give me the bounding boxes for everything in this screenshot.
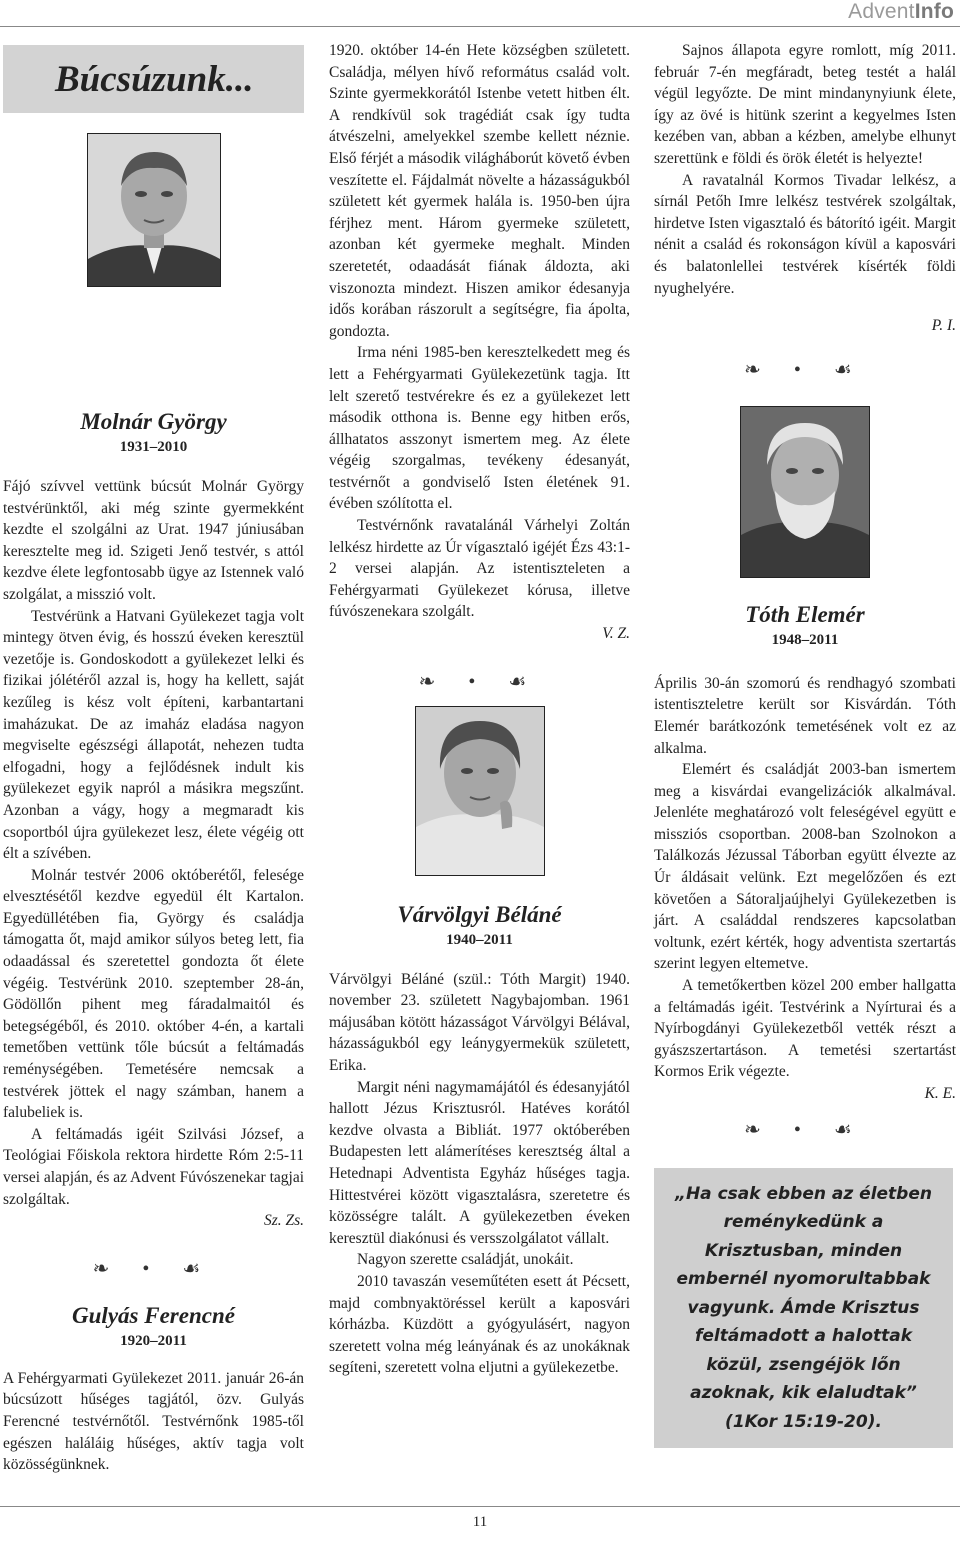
obituary-heading-molnar [3, 409, 304, 456]
obituary-heading-gulyas [3, 1303, 304, 1350]
ornament-divider: ❧ • ☙ [744, 1118, 866, 1141]
magazine-logo: AdventInfo [848, 0, 954, 23]
top-rule [0, 26, 960, 27]
page-number: 11 [472, 1514, 488, 1530]
paragraph: A ravatalnál Kormos Tivadar lelkész, a sírnál Petőh Imre lelkész testvérek szolgáltak, hirdetve Isten vigasztaló és bátorító igéit. Margit nénit a család és rokonságon kívül a kaposvári és balatonlellei testvérek kísérték földi nyughelyére. [654, 171, 956, 297]
paragraph: A Fehérgyarmati Gyülekezet 2011. január 26-án búcsúzott hűséges tagjától, özv. Gulyás Ferencné testvérnőtől. Testvérnőnk 1985-től egészen haláláig hűséges, aktív tagja volt közösségünknek. [3, 1369, 304, 1474]
portrait-photo-varvolgyi [415, 706, 545, 876]
paragraph: Testvérünk a Hatvani Gyülekezet tagja volt mintegy ötven évig, és hosszú éveken keresztül vezetője is. Gondoskodott a gyülekezet lelki és fizikai jólétéről azzal is, hogy ha kellett, saját kezűleg is kész volt építeni, karbantartani imaházukat. De az imaház eladása nagyon megviselte egészségi állapotát, nehezen tudta elfogadni, hogy a fejlődésnek indult kis gyülekezet egyik napról a másikra megszűnt. Azonban a vágy, hogy a megmaradt kis csoportból újra gyülekezet lesz, élete végéig ott élt a szívében. [3, 607, 304, 863]
paragraph: Nagyon szerette családját, unokáit. [357, 1251, 574, 1269]
author-initials: Sz. Zs. [263, 1212, 304, 1230]
paragraph: Elemért és családját 2003-ban ismertem meg a kisvárdai evangelizációk alkalmával. Jelenléte meghatározó volt feleségével együtt e missziós csoportban. 2008-ban Szolnokon a Találkozás Jézussal Táborban együtt élvezte az Úr áldásait velünk. Ezt megelőzően és ezt követően a Sátoraljaújhelyi Gyülekezetben is járt. A családdal rendszeres kapcsolatban voltunk, ezért kérték, hogy adventista szertartás szerint legyen eltemetve. [654, 761, 956, 973]
paragraph: A temetőkertben közel 200 ember hallgatta a feltámadás igéit. Testvérink a Nyírturai és a Nyírbogdányi Gyülekezetből vették részt a gyászszertartáson. A temetési szertartást Kormos Erik végezte. [654, 977, 956, 1081]
person-name: Gulyás Ferencné [72, 1302, 235, 1328]
person-name: Molnár György [80, 409, 227, 434]
paragraph: Testvérnőnk ravatalánál Várhelyi Zoltán lelkész hirdette az Úr vígasztaló igéjét Ézs 43:1-2 versei alapján. Az istentiszteleten a Fehérgyarmati Gyülekezet kórusa, illetve fúvószenekara szolgált. [329, 517, 630, 621]
paragraph: A feltámadás igéit Szilvási József, a Teológiai Főiskola rektora hirdette Róm 2:5-11 versei alapján, és az Advent Fúvószenekar tagjai szolgáltak. [3, 1125, 304, 1208]
column-1 [3, 40, 304, 1476]
person-years: 1940–2011 [446, 931, 513, 948]
paragraph: Molnár testvér 2006 októberétől, felesége elvesztésétől kezdve egyedül élt Kartalon. Egyedüllétében fia, György és családja támogatta őt, majd amikor súlyos beteg lett, fia odaadással és szeretettel gondozta őt élete végéig. Testvérünk 2010. szeptember 28-án, Gödöllőn pihent meg fáradalmaitól és betegségéből, és 2010. október 4-én, a kartali temetőben vettünk tőle búcsút a feltámadás reménységében. Temetésére nemcsak a testvérek jöttek el nagy számban, hanem a falubeliek is. [3, 866, 304, 1122]
column-2 [329, 40, 630, 1379]
author-initials: V. Z. [602, 625, 630, 643]
person-name: Várvölgyi Béláné [397, 901, 562, 927]
portrait-photo-toth [740, 406, 870, 578]
section-title: Búcsúzunk... [55, 58, 254, 100]
portrait-photo-molnar [87, 133, 221, 287]
person-years: 1948–2011 [771, 631, 839, 648]
scripture-quote-box: „Ha csak ebben az életben reménykedünk a Krisztusban, minden embernél nyomorultabbak vagyunk. Ámde Krisztus feltámadott a halottak közül, zsengéjök lőn azoknak, kik elaludtak” (1Kor 15:19-20). [654, 1168, 953, 1449]
author-initials: K. E. [924, 1085, 956, 1102]
section-banner [3, 45, 304, 113]
paragraph: Április 30-án szomorú és rendhagyó szombati istentiszteletre került sor Kisvárdán. Tóth Elemér barátkozónk temetésének volt ez az alkalma. [654, 674, 956, 757]
person-years: 1931–2010 [119, 439, 188, 455]
column-3 [654, 40, 956, 1448]
paragraph: 2010 tavaszán veseműtéten esett át Pécsett, majd combnyaktöréssel került a kaposvári kórházba. Küzdött a gyógyulásért, nagyon szeretett volna még leányának és az unokáknak segíteni, szeretett volna eljutni a gyülekezetbe. [329, 1272, 630, 1377]
bottom-rule [0, 1506, 960, 1507]
obituary-heading-varvolgyi [329, 902, 630, 949]
paragraph: Fájó szívvel vettünk búcsút Molnár György testvérünktől, aki még szinte gyermekként kezdte el szolgálni az Urat. 1947 júniusában keresztelte meg id. Szigeti Jenő testvér, s attól kezdve élete legfontosabb ügye az Istennek való szolgálat, a misszió volt. [3, 478, 304, 603]
author-initials: P. I. [931, 317, 956, 335]
ornament-divider: ❧ • ☙ [418, 670, 541, 693]
person-name: Tóth Elemér [745, 601, 865, 627]
ornament-divider: ❧ • ☙ [744, 358, 866, 381]
obituary-heading-toth [654, 602, 956, 649]
ornament-divider: ❧ • ☙ [92, 1257, 215, 1280]
paragraph: Várvölgyi Béláné (szül.: Tóth Margit) 1940. november 23. született Nagybajomban. 1961 májusában kötött házasságot Várvölgyi Bélával, házasságukból egy leánygyermekük született, Erika. [329, 970, 630, 1074]
paragraph: Margit néni nagymamájától és édesanyjától hallott Jézus Krisztusról. Hatéves korától kezdve olvasta a Bibliát. 1977 októberében Budapesten lett alámerítéses keresztség által a Hetednapi Adventista Egyház hűséges tagja. Hittestvérei között vigasztalásra, szeretetre és közösségre talált. A gyülekezetben éveken keresztül diakónusi és versszolgálatot vállalt. [329, 1078, 630, 1247]
paragraph: 1920. október 14-én Hete községben született. Családja, mélyen hívő református család volt. Szinte gyermekkorától Istenbe vetett hitben élt. A rendkívül sok tragédiát csak így tudta átvészelni, amelyekkel szembe kellett néznie. Első férjét a második világháborút követő évben veszítette el. Fájdalmát növelte a házasságukból született két gyermek halála is. 1950-ben újra férjhez ment. Három gyermeke született, azonban két gyermeke meghalt. Minden szeretetét, odaadását fiának áldozta, aki viszonozta mindezt. Hiszen amikor édesanyja idős korában rászorult a segítségre, fia ápolta, gondozta. [329, 42, 630, 340]
paragraph: Sajnos állapota egyre romlott, míg 2011. február 7-én megfáradt, beteg testét a halál végül legyőzte. De mint mindanynyiunk élete, így az övé is hitünk szerint a kegyelmes Isten kezében van, abban a kézben, amelybe elhunyt szerettünk e földi és örök életét is helyezte! [654, 42, 956, 167]
person-years: 1920–2011 [120, 1332, 187, 1349]
paragraph: Irma néni 1985-ben keresztelkedett meg és lett a Fehérgyarmati Gyülekezetünk tagja. Itt lelt szerető testvérekre és ez a gyülekezet lett második otthona is. Benne egy hitben erős, állhatatos asszonyt ismertem meg. Az élete végéig szorgalmas, tevékeny édesanyát, testvérnőt a gondviselő Isten életének 91. évében szólította el. [329, 344, 630, 513]
